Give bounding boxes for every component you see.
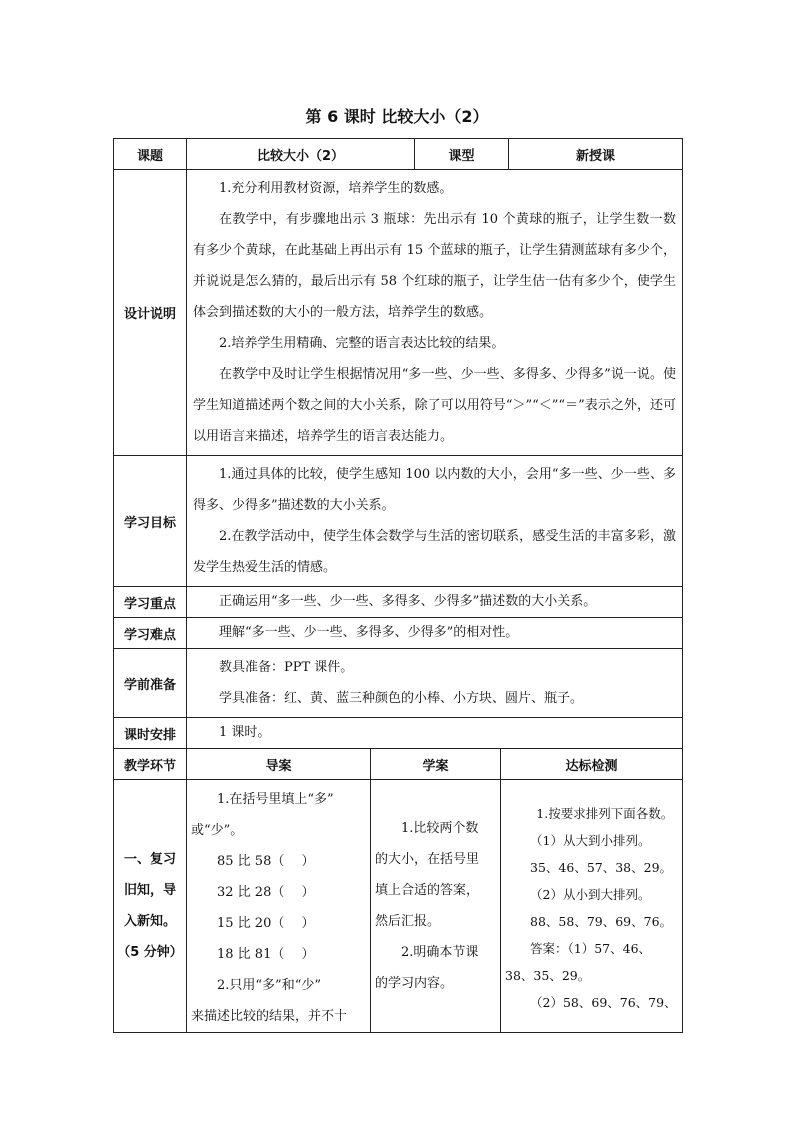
design-paragraph: 在教学中及时让学生根据情况用“多一些、少一些、多得多、少得多”说一说。使学生知道描述两个数之间的大小关系，除了可以用符号“＞”“＜”“＝”表示之外，还可以用语言来描述，培养学生的语言表达能力。 bbox=[193, 367, 677, 444]
design-paragraph: 在教学中，有步骤地出示 3 瓶球：先出示有 10 个黄球的瓶子，让学生数一数有多少个黄球，在此基础上再出示有 15 个蓝球的瓶子，让学生猜测蓝球有多少个，并说说是怎么猜的，最后出示有 58 个红球的瓶子，让学生估一估有多少个，使学生体会到描述数的大小的一般方法，培养学生的数感。 bbox=[193, 212, 677, 320]
prep-text bbox=[187, 649, 683, 718]
check-line: （2）从小到大排列。 bbox=[530, 887, 651, 902]
study-header: 学案 bbox=[371, 749, 501, 780]
check-line: 35、46、57、38、29。 bbox=[530, 860, 673, 875]
stage1-guide bbox=[187, 780, 371, 1033]
goals-paragraph: 1.通过具体的比较，使学生感知 100 以内数的大小，会用“多一些、少一些、多得多、少得多”描述数的大小关系。 bbox=[193, 467, 677, 513]
difficulty-text bbox=[187, 618, 683, 649]
stage1-line: 旧知，导 bbox=[123, 883, 176, 898]
topic-value: 比较大小（2） bbox=[187, 139, 415, 170]
design-text bbox=[187, 170, 683, 456]
stage-header: 教学环节 bbox=[114, 749, 187, 780]
stage1-check bbox=[501, 780, 683, 1033]
study-line: 的大小，在括号里 bbox=[375, 852, 480, 867]
design-paragraph: 1.充分利用教材资源，培养学生的数感。 bbox=[219, 181, 453, 196]
study-line: 2.明确本节课 bbox=[401, 945, 479, 960]
hours-label: 课时安排 bbox=[114, 718, 187, 749]
focus-label: 学习重点 bbox=[114, 587, 187, 618]
topic-label: 课题 bbox=[114, 139, 187, 170]
study-line: 然后汇报。 bbox=[375, 914, 441, 929]
goals-label: 学习目标 bbox=[114, 456, 187, 587]
prep-label: 学前准备 bbox=[114, 649, 187, 718]
stage1-study bbox=[371, 780, 501, 1033]
type-value: 新授课 bbox=[509, 139, 683, 170]
focus-value: 正确运用“多一些、少一些、多得多、少得多”描述数的大小关系。 bbox=[219, 594, 597, 609]
guide-line: 1.在括号里填上“多” bbox=[217, 792, 334, 807]
difficulty-label: 学习难点 bbox=[114, 618, 187, 649]
guide-line: 85 比 58（ ） bbox=[217, 854, 315, 869]
guide-line: 15 比 20（ ） bbox=[217, 916, 315, 931]
prep-line: 学具准备：红、黄、蓝三种颜色的小棒、小方块、圆片、瓶子。 bbox=[219, 691, 584, 706]
check-line: 88、58、79、69、76。 bbox=[530, 914, 673, 929]
study-line: 1.比较两个数 bbox=[401, 821, 479, 836]
guide-line: 来描述比较的结果，并不十 bbox=[191, 1009, 348, 1024]
study-line: 的学习内容。 bbox=[375, 976, 454, 991]
guide-header: 导案 bbox=[187, 749, 371, 780]
difficulty-value: 理解“多一些、少一些、多得多、少得多”的相对性。 bbox=[219, 625, 519, 640]
prep-line: 教具准备：PPT 课件。 bbox=[219, 660, 354, 675]
check-line: 1.按要求排列下面各数。 bbox=[536, 806, 674, 821]
check-line: （1）从大到小排列。 bbox=[530, 833, 651, 848]
check-line: 38、35、29。 bbox=[505, 968, 591, 983]
study-line: 填上合适的答案， bbox=[375, 883, 480, 898]
guide-line: 32 比 28（ ） bbox=[217, 885, 315, 900]
lesson-plan-table bbox=[113, 138, 683, 1033]
guide-line: 或“少”。 bbox=[191, 823, 244, 838]
stage1-label bbox=[114, 780, 187, 1033]
check-line: （2）58、69、76、79、 bbox=[530, 995, 677, 1010]
goals-paragraph: 2.在教学活动中，使学生体会数学与生活的密切联系，感受生活的丰富多彩，激发学生热爱生活的情感。 bbox=[193, 529, 677, 575]
design-label: 设计说明 bbox=[114, 170, 187, 456]
stage1-line: 一、复习 bbox=[123, 852, 176, 867]
stage1-line: （5 分钟） bbox=[117, 945, 183, 960]
check-line: 答案：（1）57、46、 bbox=[530, 941, 652, 956]
hours-text bbox=[187, 718, 683, 749]
check-header: 达标检测 bbox=[501, 749, 683, 780]
focus-text bbox=[187, 587, 683, 618]
type-label: 课型 bbox=[415, 139, 509, 170]
design-paragraph: 2.培养学生用精确、完整的语言表达比较的结果。 bbox=[219, 336, 505, 351]
guide-line: 2.只用“多”和“少” bbox=[217, 978, 321, 993]
hours-value: 1 课时。 bbox=[219, 725, 271, 740]
stage1-line: 入新知。 bbox=[123, 914, 176, 929]
guide-line: 18 比 81（ ） bbox=[217, 947, 315, 962]
page-title: 第 6 课时 比较大小（2） bbox=[305, 107, 489, 126]
goals-text bbox=[187, 456, 683, 587]
